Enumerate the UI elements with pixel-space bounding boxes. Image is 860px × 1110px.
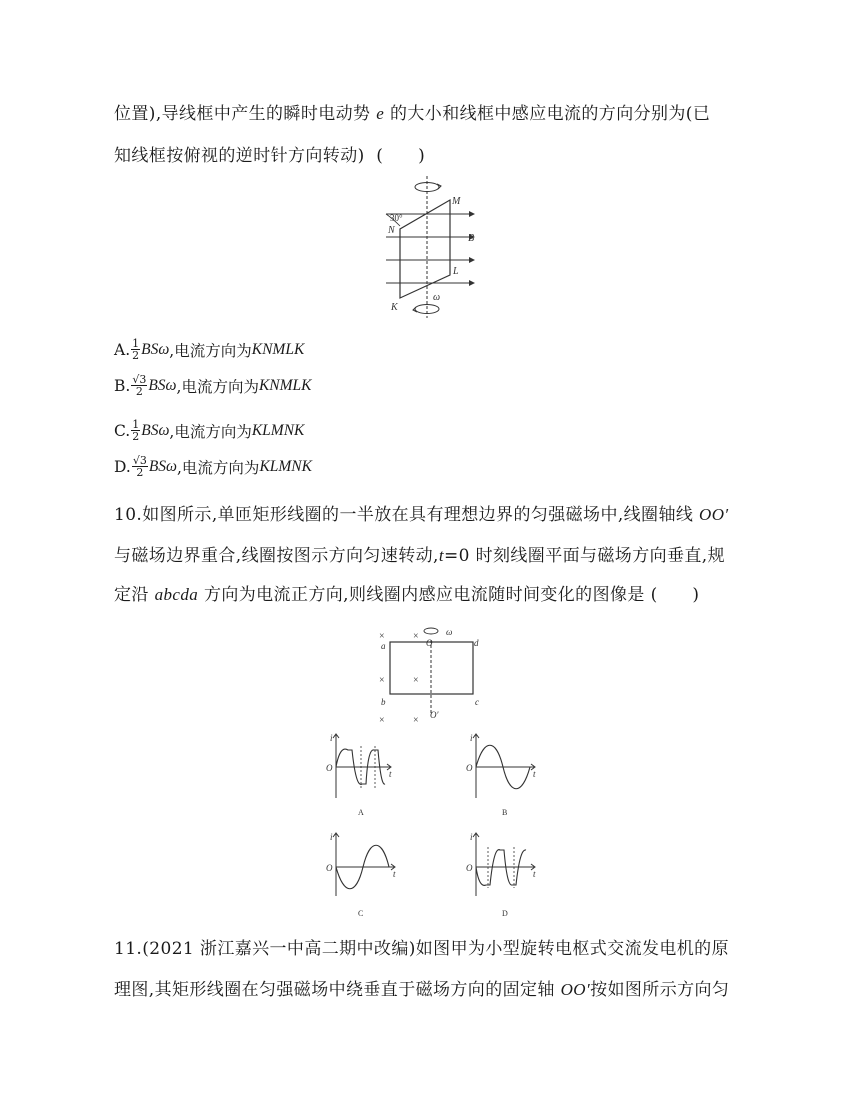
q10-graph-a <box>320 730 400 820</box>
q11-text-line-1: 11.(2021 浙江嘉兴一中高二期中改编)如图甲为小型旋转电枢式交流发电机的原 <box>114 939 729 959</box>
graph-a-origin-label: O <box>326 763 333 773</box>
q9-label-N: N <box>388 225 395 236</box>
graph-c-origin-label: O <box>326 863 333 873</box>
q9-text-line-1: 位置),导线框中产生的瞬时电动势 e 的大小和线框中感应电流的方向分别为(已 <box>114 104 711 124</box>
graph-d-i-label: i <box>470 832 473 842</box>
q10-coil-figure <box>370 627 500 728</box>
q11-text-line-2: 理图,其矩形线圈在匀强磁场中绕垂直于磁场方向的固定轴 OO′按如图所示方向匀 <box>114 980 730 1000</box>
q9-option-b: B. $\frac{√3}{2}$ BSω ,电流方向为 KNMLK <box>114 373 312 398</box>
fraction: $\frac{√3}{2}$ <box>132 373 147 398</box>
graph-d-origin-label: O <box>466 863 473 873</box>
graph-b-i-label: i <box>470 733 473 743</box>
q9-label-omega: ω <box>433 292 441 303</box>
field-cross: × <box>379 631 385 642</box>
field-cross: × <box>413 675 419 686</box>
q9-rotating-frame-figure <box>355 172 495 320</box>
fraction: $\frac{√3}{2}$ <box>132 454 147 479</box>
q10-text-line-2: 与磁场边界重合,线圈按图示方向匀速转动,t=0 时刻线圈平面与磁场方向垂直,规 <box>114 546 726 566</box>
q10-graph-c <box>320 828 405 920</box>
q9-label-K: K <box>391 302 398 313</box>
q9-option-d: D. $\frac{√3}{2}$ BSω ,电流方向为 KLMNK <box>114 454 312 479</box>
q9-label-M: M <box>452 196 461 207</box>
q10-label-c: c <box>475 697 479 707</box>
field-cross: × <box>413 631 419 642</box>
q10-label-a: a <box>381 641 386 651</box>
graph-a-caption: A <box>358 808 364 817</box>
q9-text-line-2: 知线框按俯视的逆时针方向转动) ( ) <box>114 146 426 166</box>
graph-d-t-label: t <box>533 869 536 879</box>
q10-graph-d <box>460 828 545 920</box>
graph-c-t-label: t <box>393 869 396 879</box>
q10-label-O: O <box>426 638 433 648</box>
graph-a-t-label: t <box>389 769 392 779</box>
graph-b-caption: B <box>502 808 508 817</box>
q10-graph-b <box>460 730 545 820</box>
graph-c-i-label: i <box>330 832 333 842</box>
graph-d-caption: D <box>502 909 508 918</box>
q9-label-B: B <box>468 233 475 244</box>
graph-b-origin-label: O <box>466 763 473 773</box>
q10-label-omega: ω <box>446 627 453 637</box>
q10-text-line-3: 定沿 abcda 方向为电流正方向,则线圈内感应电流随时间变化的图像是 ( ) <box>114 585 700 605</box>
field-cross: × <box>379 715 385 726</box>
q10-label-d: d <box>474 638 479 648</box>
q10-label-O-prime: O′ <box>430 710 439 720</box>
q10-text-line-1: 10.如图所示,单匝矩形线圈的一半放在具有理想边界的匀强磁场中,线圈轴线 OO′ <box>114 505 729 525</box>
field-cross: × <box>413 715 419 726</box>
q10-label-b: b <box>381 697 386 707</box>
graph-b-t-label: t <box>533 769 536 779</box>
q9-angle-label: 30° <box>390 213 403 223</box>
q9-option-a: A. $\frac{1}{2}$ BSω ,电流方向为 KNMLK <box>114 337 305 362</box>
fraction: $\frac{1}{2}$ <box>132 418 140 443</box>
field-cross: × <box>379 675 385 686</box>
graph-a-i-label: i <box>330 733 333 743</box>
graph-c-caption: C <box>358 909 364 918</box>
q9-label-L: L <box>453 266 459 277</box>
fraction: $\frac{1}{2}$ <box>132 337 140 362</box>
q9-option-c: C. $\frac{1}{2}$ BSω ,电流方向为 KLMNK <box>114 418 305 443</box>
